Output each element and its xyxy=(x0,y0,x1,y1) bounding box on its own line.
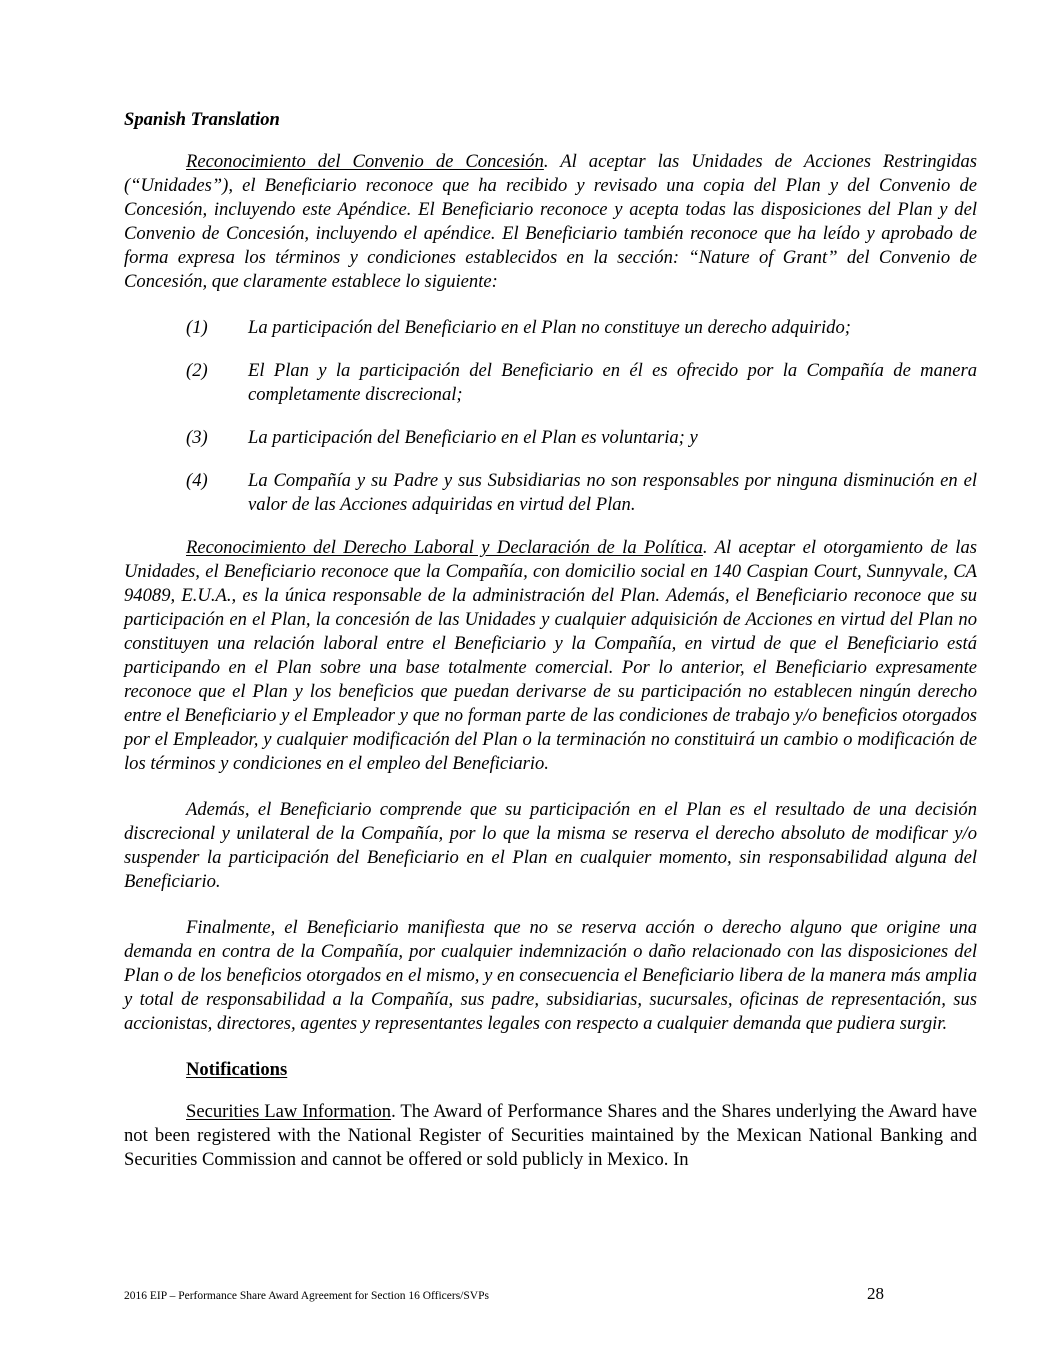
paragraph-discretionary-decision: Además, el Beneficiario comprende que su participación en el Plan es el resultado de una decisión discrecional y unilateral de la Compañía, por lo que la misma se reserva el derecho absoluto de modificar y/o suspender la participación del Beneficiario en el Plan en cualquier momento, sin responsabilidad alguna del Beneficiario. xyxy=(124,799,977,892)
paragraph-title: Reconocimiento del Derecho Laboral y Declaración de la Política xyxy=(186,537,703,558)
list-item-number: (2) xyxy=(186,360,208,381)
paragraph-text: . The Award of Performance Shares and the Shares underlying the Award have not been registered with the National Register of Securities maintained by the Mexican National Banking and Securities Commission and cannot be offered or sold publicly in Mexico. In xyxy=(124,1101,977,1170)
page-number: 28 xyxy=(867,1284,884,1303)
page-footer xyxy=(124,1284,884,1304)
paragraph-labor-acknowledgment xyxy=(124,536,977,776)
paragraph-title: Securities Law Information xyxy=(186,1101,392,1122)
notifications-heading: Notifications xyxy=(186,1059,288,1080)
list-item-number: (4) xyxy=(186,470,208,491)
list-item xyxy=(124,426,977,450)
list-item-text: El Plan y la participación del Beneficiario en él es ofrecido por la Compañía de manera completamente discrecional; xyxy=(248,360,977,405)
list-item xyxy=(124,359,977,407)
list-item-number: (1) xyxy=(186,317,208,338)
list-item-text: La Compañía y su Padre y sus Subsidiarias no son responsables por ninguna disminución en el valor de las Acciones adquiridas en virtud del Plan. xyxy=(248,470,977,515)
paragraph-text: . Al aceptar el otorgamiento de las Unidades, el Beneficiario reconoce que la Compañía, con domicilio social en 140 Caspian Court, Sunnyvale, CA 94089, E.U.A., es la única responsable de la administración del Plan. Además, el Beneficiario reconoce que su participación en el Plan, la concesión de las Unidades y cualquier adquisición de Acciones en virtud del Plan no constituyen una relación laboral entre el Beneficiario y la Compañía, en virtud de que el Beneficiario está participando en el Plan sobre una base totalmente comercial. Por lo anterior, el Beneficiario expresamente reconoce que el Plan y los beneficios que puedan derivarse de su participación no establecen ningún derecho entre el Beneficiario y el Empleador y que no forman parte de las condiciones de trabajo y/o beneficios otorgados por el Empleador, y cualquier modificación del Plan o la terminación no constituirá un cambio o modificación de los términos y condiciones en el empleo del Beneficiario. xyxy=(124,537,977,774)
paragraph-title: Reconocimiento del Convenio de Concesión xyxy=(186,151,544,172)
section-heading: Spanish Translation xyxy=(124,109,280,130)
list-item xyxy=(124,469,977,517)
paragraph-text: . Al aceptar las Unidades de Acciones Restringidas (“Unidades”), el Beneficiario reconoce que ha recibido y revisado una copia del Plan y del Convenio de Concesión, incluyendo este Apéndice. El Beneficiario reconoce y acepta todas las disposiciones del Plan y del Convenio de Concesión, incluyendo el apéndice. El Beneficiario también reconoce que ha leído y aprobado de forma expresa los términos y condiciones establecidos en la sección: “Nature of Grant” del Convenio de Concesión, que claramente establece lo siguiente: xyxy=(124,151,977,292)
list-item-text: La participación del Beneficiario en el Plan es voluntaria; y xyxy=(248,427,698,448)
numbered-list xyxy=(124,316,977,517)
paragraph-grant-acknowledgment xyxy=(124,150,977,294)
list-item-text: La participación del Beneficiario en el Plan no constituye un derecho adquirido; xyxy=(248,317,851,338)
list-item xyxy=(124,316,977,340)
document-page xyxy=(124,108,977,1194)
paragraph-securities-law xyxy=(124,1100,977,1172)
footer-text: 2016 EIP – Performance Share Award Agreement for Section 16 Officers/SVPs xyxy=(124,1290,489,1302)
paragraph-release: Finalmente, el Beneficiario manifiesta que no se reserva acción o derecho alguno que origine una demanda en contra de la Compañía, por cualquier indemnización o daño relacionado con las disposiciones del Plan o de los beneficios otorgados en el mismo, y en consecuencia el Beneficiario libera de la manera más amplia y total de responsabilidad a la Compañía, sus padre, subsidiarias, sucursales, oficinas de representación, sus accionistas, directores, agentes y representantes legales con respecto a cualquier demanda que pudiera surgir. xyxy=(124,917,977,1034)
list-item-number: (3) xyxy=(186,427,208,448)
